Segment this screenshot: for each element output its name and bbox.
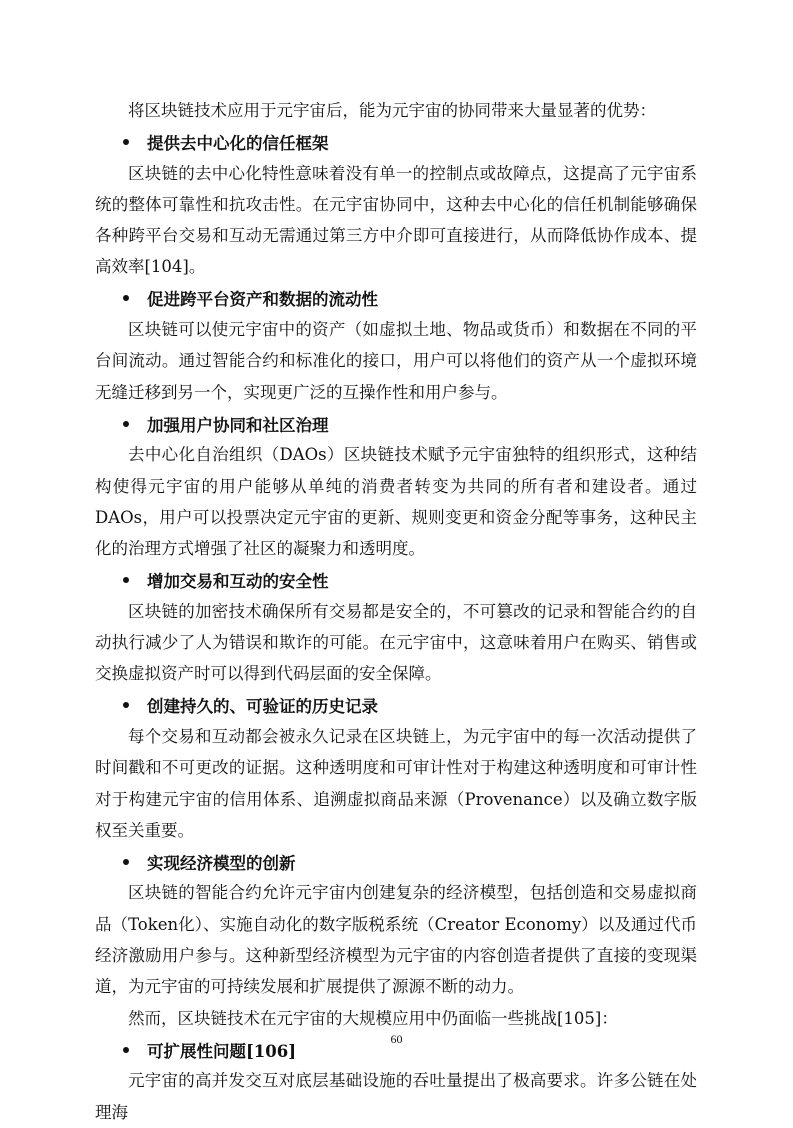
- transition-paragraph: 然而，区块链技术在元宇宙的大规模应用中仍面临一些挑战[105]：: [128, 1008, 618, 1028]
- challenge-paragraph-scalability: 元宇宙的高并发交互对底层基础设施的吞吐量提出了极高要求。许多公链在处理海: [95, 1071, 697, 1122]
- section-heading-trust-framework: [95, 126, 697, 157]
- section-paragraph-cross-platform: 区块链可以使元宇宙中的资产（如虚拟土地、物品或货币）和数据在不同的平台间流动。通过智能合约和标准化的接口，用户可以将他们的资产从一个虚拟环境无缝迁移到另一个，实现更广泛的互操作性和用户参与。: [95, 320, 697, 402]
- section-paragraph-history-records: 每个交易和互动都会被永久记录在区块链上，为元宇宙中的每一次活动提供了时间戳和不可更改的证据。这种透明度和可审计性对于构建这种透明度和可审计性对于构建元宇宙的信用体系、追溯虚拟商品来源（Provenance）以及确立数字版权至关重要。: [95, 726, 697, 840]
- page-number: 60: [390, 1032, 403, 1046]
- bullet-icon: [123, 1047, 129, 1053]
- section-heading-security: [95, 564, 697, 595]
- section-heading-community-governance: [95, 408, 697, 439]
- section-paragraph-community-governance: 去中心化自治组织（DAOs）区块链技术赋予元宇宙独特的组织形式，这种结构使得元宇宙的用户能够从单纯的消费者转变为共同的所有者和建设者。通过DAOs，用户可以投票决定元宇宙的更新、规则变更和资金分配等事务，这种民主化的治理方式增强了社区的凝聚力和透明度。: [95, 445, 697, 559]
- section-paragraph-economic-models: 区块链的智能合约允许元宇宙内创建复杂的经济模型，包括创造和交易虚拟商品（Token化）、实施自动化的数字版税系统（Creator Economy）以及通过代币经济激励用户参与。这种新型经济模型为元宇宙的内容创造者提供了直接的变现渠道，为元宇宙的可持续发展和扩展提供了源源不断的动力。: [95, 883, 697, 997]
- section-heading-text: 增加交易和互动的安全性: [147, 572, 329, 592]
- challenge-heading-text: 可扩展性问题[106]: [147, 1041, 297, 1061]
- bullet-icon: [123, 421, 129, 427]
- intro-paragraph: 将区块链技术应用于元宇宙后，能为元宇宙的协同带来大量显著的优势：: [128, 101, 656, 120]
- bullet-icon: [123, 702, 129, 708]
- bullet-icon: [123, 139, 129, 145]
- bullet-icon: [123, 859, 129, 865]
- section-heading-economic-models: [95, 846, 697, 877]
- section-paragraph-trust-framework: 区块链的去中心化特性意味着没有单一的控制点或故障点，这提高了元宇宙系统的整体可靠性和抗攻击性。在元宇宙协同中，这种去中心化的信任机制能够确保各种跨平台交易和互动无需通过第三方中介即可直接进行，从而降低协作成本、提高效率[104]。: [95, 163, 697, 277]
- document-body: [95, 95, 697, 1128]
- section-heading-text: 提供去中心化的信任框架: [147, 133, 329, 153]
- section-heading-text: 加强用户协同和社区治理: [147, 415, 329, 435]
- section-heading-text: 创建持久的、可验证的历史记录: [147, 697, 378, 717]
- bullet-icon: [123, 295, 129, 301]
- section-paragraph-security: 区块链的加密技术确保所有交易都是安全的，不可篡改的记录和智能合约的自动执行减少了人为错误和欺诈的可能。在元宇宙中，这意味着用户在购买、销售或交换虚拟资产时可以得到代码层面的安全保障。: [95, 601, 697, 684]
- bullet-icon: [123, 577, 129, 583]
- section-heading-history-records: [95, 690, 697, 721]
- section-heading-text: 实现经济模型的创新: [147, 853, 296, 873]
- section-heading-cross-platform: [95, 283, 697, 314]
- section-heading-text: 促进跨平台资产和数据的流动性: [147, 290, 378, 310]
